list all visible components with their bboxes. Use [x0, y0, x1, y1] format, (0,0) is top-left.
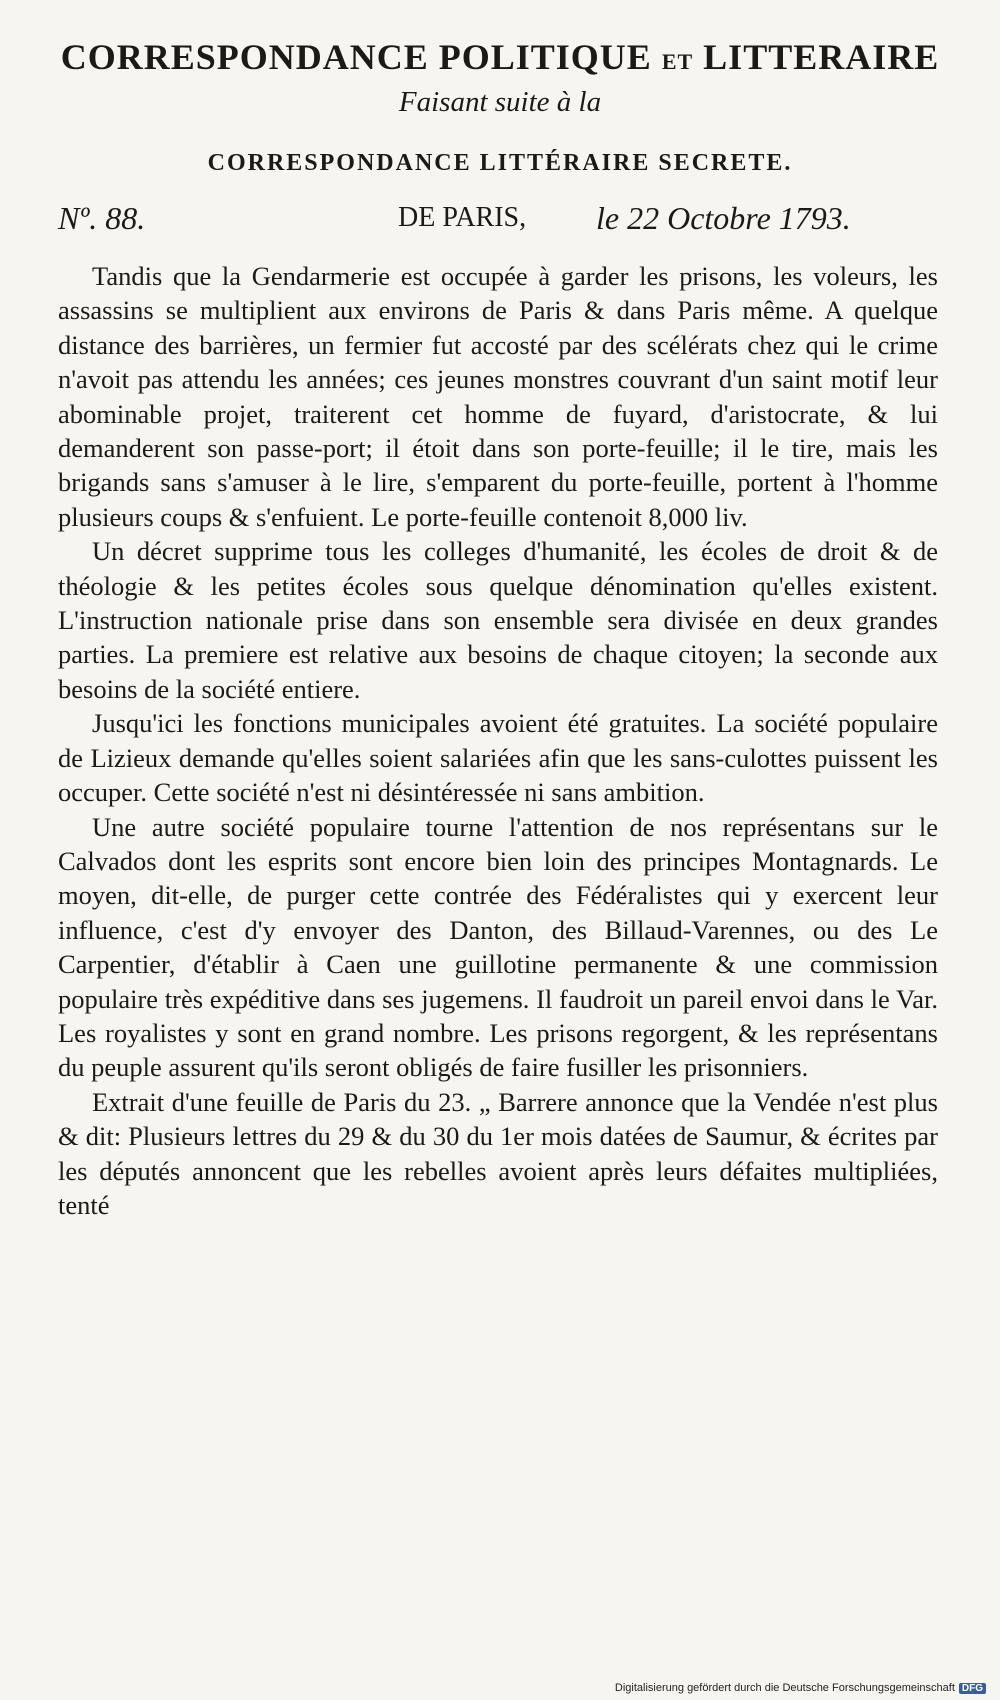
paragraph-colleges: Un décret supprime tous les colleges d'humanité, les écoles de droit & de théologie & les petites écoles sous quelque dénomination qu'elles existent. L'instruction nationale prise dans son ensemble sera divisée en deux grandes parties. La premiere est relative aux besoins de chaque citoyen; la seconde aux besoins de la société entiere.	[58, 536, 938, 704]
masthead-title-et: ET	[661, 49, 694, 74]
issue-date: le 22 Octobre 1793.	[596, 200, 851, 236]
masthead-title-end: LITTERAIRE	[703, 37, 940, 77]
paragraph-calvados: Une autre société populaire tourne l'attention de nos représentans sur le Calvados dont les esprits sont encore bien loin des principes Montagnards. Le moyen, dit-elle, de purger cette contrée des Fédéralistes qui y exercent leur influence, c'est d'y envoyer des Danton, des Billaud-Varennes, ou des Le Carpentier, d'établir à Caen une guillotine permanente & une commission populaire très expéditive dans ses jugemens. Il faudroit un pareil envoi dans le Var. Les royalistes y sont en grand nombre. Les prisons regorgent, & les représentans du peuple assurent qu'ils seront obligés de faire fusiller les prisonniers.	[58, 811, 938, 1083]
masthead-subtitle: Faisant suite à la	[398, 86, 602, 118]
issue-place: DE PARIS,	[398, 202, 527, 233]
paragraph-municipal: Jusqu'ici les fonctions municipales avoient été gratuites. La société populaire de Lizieux demande qu'elles soient salariées afin que les sans-culottes puissent les occuper. Cette société n'est ni désintéressée ni sans ambition.	[58, 708, 938, 808]
credit-text: Digitalisierung gefördert durch die Deutsche Forschungsgemeinschaft	[614, 1682, 955, 1694]
issue-number: Nº. 88.	[58, 200, 146, 236]
article-body	[58, 259, 938, 1222]
masthead-secret-title: CORRESPONDANCE LITTÉRAIRE SECRETE.	[207, 150, 793, 176]
digitization-credit	[615, 1682, 986, 1694]
issue-line	[58, 200, 938, 237]
masthead-title	[40, 36, 960, 78]
paragraph-extract: Extrait d'une feuille de Paris du 23. „ Barrere annonce que la Vendée n'est plus & dit: Plusieurs lettres du 29 & du 30 du 1er mois datées de Saumur, & écrites par les députés annoncent que les rebelles avoient après leurs défaites multipliées, tenté	[58, 1086, 938, 1220]
masthead-title-main: CORRESPONDANCE POLITIQUE	[60, 37, 652, 77]
paragraph-thieves: Tandis que la Gendarmerie est occupée à garder les prisons, les voleurs, les assassins se multiplient aux environs de Paris & dans Paris même. A quelque distance des barrières, un fermier fut accosté par des scélérats chez qui le crime n'avoit pas attendu les années; ces jeunes monstres couvrant d'un saint motif leur abominable projet, traiterent cet homme de fuyard, d'aristocrate, & lui demanderent son passe-port; il étoit dans son porte-feuille; il le tire, mais les brigands sans s'amuser à le lire, s'emparent du porte-feuille, portent à l'homme plusieurs coups & s'enfuient. Le porte-feuille contenoit 8,000 liv.	[58, 261, 938, 532]
dfg-logo: DFG	[959, 1683, 986, 1694]
